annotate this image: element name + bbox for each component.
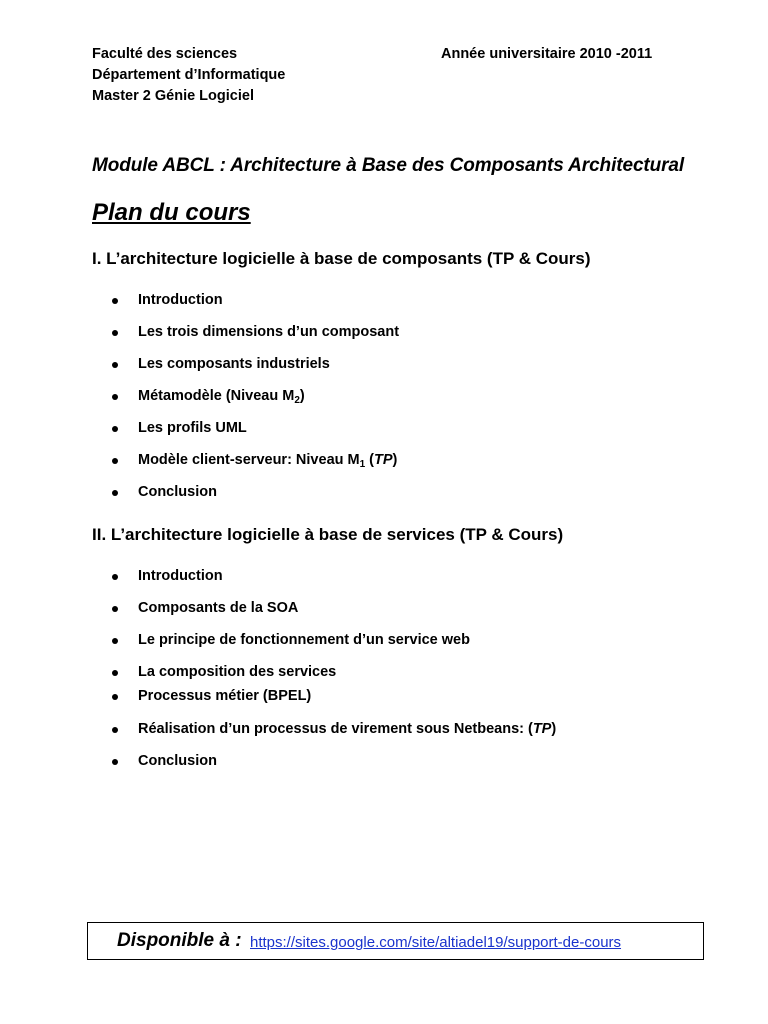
bullet-icon bbox=[112, 458, 118, 464]
list-item-end: ) bbox=[392, 452, 398, 468]
section-2-title: II. L’architecture logicielle à base de services (TP & Cours) bbox=[92, 525, 564, 544]
availability-box bbox=[87, 922, 704, 960]
list-item-label: Composants de la SOA bbox=[138, 600, 299, 616]
bullet-icon bbox=[112, 759, 118, 765]
list-item-suffix: ( bbox=[365, 452, 375, 468]
plan-title: Plan du cours bbox=[92, 199, 251, 226]
list-item-suffix: ) bbox=[299, 388, 305, 404]
subscript: 1 bbox=[359, 459, 366, 470]
list-item-label: Conclusion bbox=[138, 753, 217, 769]
list-item-text bbox=[138, 355, 330, 373]
list-item-end: ) bbox=[551, 721, 557, 737]
bullet-icon bbox=[112, 490, 118, 496]
list-item-label: Modèle client-serveur: Niveau M bbox=[138, 452, 360, 468]
bullet-icon bbox=[112, 394, 118, 400]
list-item-label: Les composants industriels bbox=[138, 356, 330, 372]
list-item-text bbox=[138, 291, 223, 309]
faculty-name: Faculté des sciences bbox=[92, 46, 238, 62]
availability-label: Disponible à : bbox=[117, 930, 242, 951]
course-support-link[interactable]: https://sites.google.com/site/altiadel19/support-de-cours bbox=[250, 934, 622, 951]
list-item-text bbox=[138, 323, 399, 341]
bullet-icon bbox=[112, 606, 118, 612]
list-item-label: Introduction bbox=[138, 292, 223, 308]
list-item-text bbox=[138, 387, 305, 410]
list-item-text bbox=[138, 451, 397, 474]
list-item-text bbox=[138, 599, 298, 617]
list-item-label: Réalisation d’un processus de virement sous Netbeans: ( bbox=[138, 721, 533, 737]
list-item-text bbox=[138, 687, 311, 705]
section-1-title: I. L’architecture logicielle à base de composants (TP & Cours) bbox=[92, 249, 591, 268]
bullet-icon bbox=[112, 574, 118, 580]
list-item-label: Conclusion bbox=[138, 484, 217, 500]
list-item-label: Métamodèle (Niveau M bbox=[138, 388, 295, 404]
list-item-label: La composition des services bbox=[138, 664, 337, 680]
bullet-icon bbox=[112, 694, 118, 700]
list-item-label: Processus métier (BPEL) bbox=[138, 688, 312, 704]
list-item-text bbox=[138, 567, 223, 585]
subscript: 2 bbox=[294, 395, 300, 406]
list-item-label: Le principe de fonctionnement d’un service web bbox=[138, 632, 470, 648]
tp-marker: TP bbox=[374, 452, 393, 468]
header-institution bbox=[92, 44, 285, 107]
bullet-icon bbox=[112, 638, 118, 644]
bullet-icon bbox=[112, 298, 118, 304]
list-item-text bbox=[138, 419, 247, 437]
list-item-text bbox=[138, 663, 336, 681]
tp-marker: TP bbox=[532, 721, 552, 737]
bullet-icon bbox=[112, 670, 118, 676]
program-name: Master 2 Génie Logiciel bbox=[92, 88, 254, 104]
department-name: Département d’Informatique bbox=[92, 67, 286, 83]
list-item-text bbox=[138, 752, 217, 770]
list-item-label: Introduction bbox=[138, 568, 223, 584]
bullet-icon bbox=[112, 426, 118, 432]
list-item-text bbox=[138, 631, 470, 649]
module-title: Module ABCL : Architecture à Base des Composants Architectural bbox=[92, 155, 685, 176]
list-item-label: Les profils UML bbox=[138, 420, 247, 436]
bullet-icon bbox=[112, 330, 118, 336]
bullet-icon bbox=[112, 727, 118, 733]
list-item-text bbox=[138, 720, 556, 738]
list-item-label: Les trois dimensions d’un composant bbox=[138, 324, 400, 340]
list-item-text bbox=[138, 483, 217, 501]
bullet-icon bbox=[112, 362, 118, 368]
academic-year: Année universitaire 2010 -2011 bbox=[441, 46, 653, 62]
